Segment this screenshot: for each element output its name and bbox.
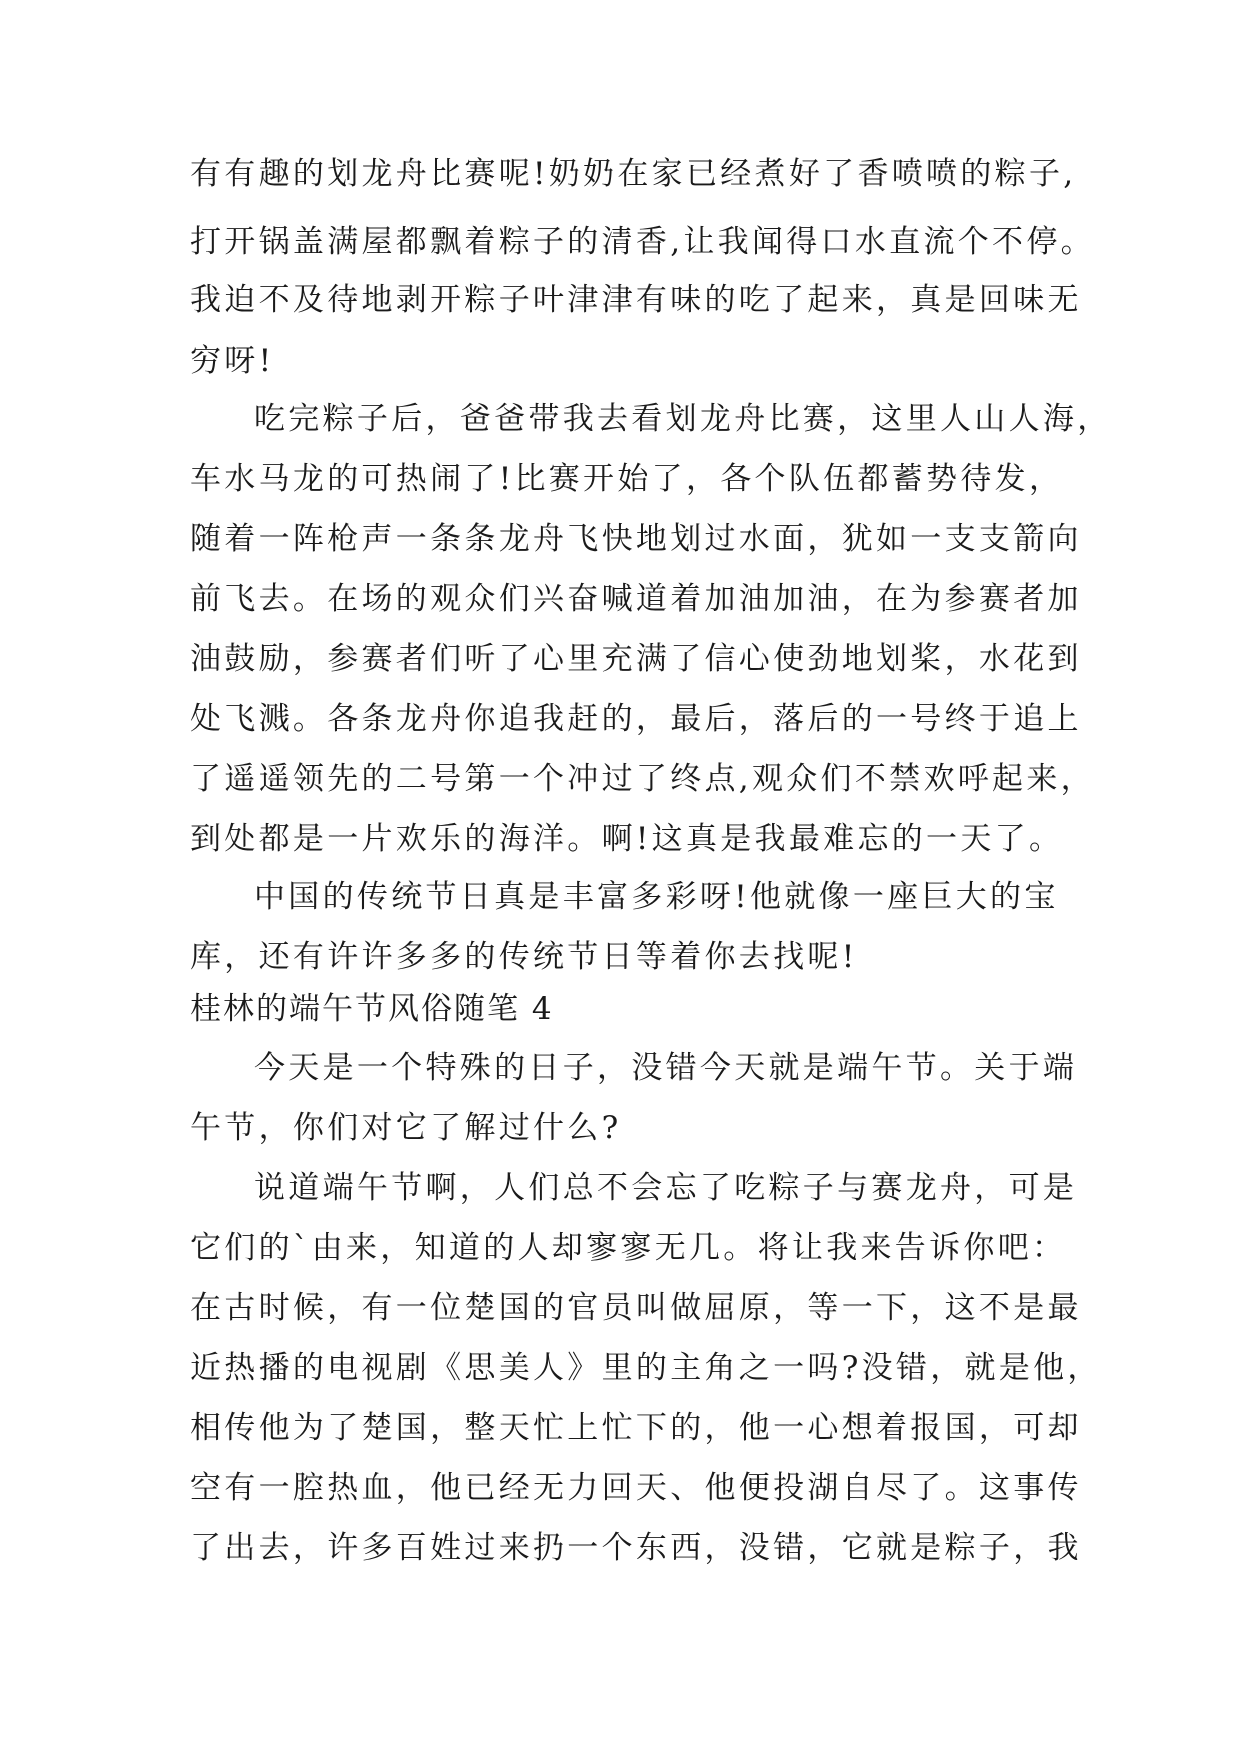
text-line: 在古时候，有一位楚国的官员叫做屈原，等一下，这不是最 (190, 1290, 1082, 1326)
text-line: 有有趣的划龙舟比赛呢!奶奶在家已经煮好了香喷喷的粽子, (190, 156, 1077, 192)
text-line: 穷呀! (190, 343, 275, 379)
text-line: 相传他为了楚国，整天忙上忙下的，他一心想着报国，可却 (190, 1410, 1082, 1446)
text-line: 了出去，许多百姓过来扔一个东西，没错，它就是粽子，我 (190, 1530, 1082, 1566)
text-line: 处飞溅。各条龙舟你追我赶的，最后，落后的一号终于追上 (190, 701, 1082, 737)
paragraph-start-line: 说道端午节啊，人们总不会忘了吃粽子与赛龙舟，可是 (254, 1170, 1078, 1206)
text-line: 午节，你们对它了解过什么? (190, 1110, 622, 1146)
section-heading: 桂林的端午节风俗随笔 4 (190, 991, 554, 1027)
text-line: 近热播的电视剧《思美人》里的主角之一吗?没错，就是他， (190, 1350, 1102, 1386)
paragraph-start-line: 今天是一个特殊的日子，没错今天就是端午节。关于端 (254, 1050, 1078, 1086)
text-line: 我迫不及待地剥开粽子叶津津有味的吃了起来，真是回味无 (190, 282, 1082, 318)
text-line: 打开锅盖满屋都飘着粽子的清香,让我闻得口水直流个不停。 (190, 224, 1095, 260)
text-line: 随着一阵枪声一条条龙舟飞快地划过水面，犹如一支支箭向 (190, 521, 1082, 557)
paragraph-start-line: 吃完粽子后，爸爸带我去看划龙舟比赛，这里人山人海， (254, 401, 1112, 437)
text-line: 前飞去。在场的观众们兴奋喊道着加油加油，在为参赛者加 (190, 581, 1082, 617)
text-line: 车水马龙的可热闹了!比赛开始了，各个队伍都蓄势待发， (190, 461, 1064, 497)
text-line: 它们的`由来，知道的人却寥寥无几。将让我来告诉你吧： (190, 1230, 1067, 1266)
text-line: 油鼓励，参赛者们听了心里充满了信心使劲地划桨，水花到 (190, 641, 1082, 677)
text-line: 库，还有许许多多的传统节日等着你去找呢! (190, 939, 858, 975)
text-line: 到处都是一片欢乐的海洋。啊!这真是我最难忘的一天了。 (190, 821, 1064, 857)
paragraph-start-line: 中国的传统节日真是丰富多彩呀!他就像一座巨大的宝 (254, 879, 1059, 915)
text-line: 了遥遥领先的二号第一个冲过了终点,观众们不禁欢呼起来， (190, 761, 1095, 797)
text-line: 空有一腔热血，他已经无力回天、他便投湖自尽了。这事传 (190, 1470, 1082, 1506)
